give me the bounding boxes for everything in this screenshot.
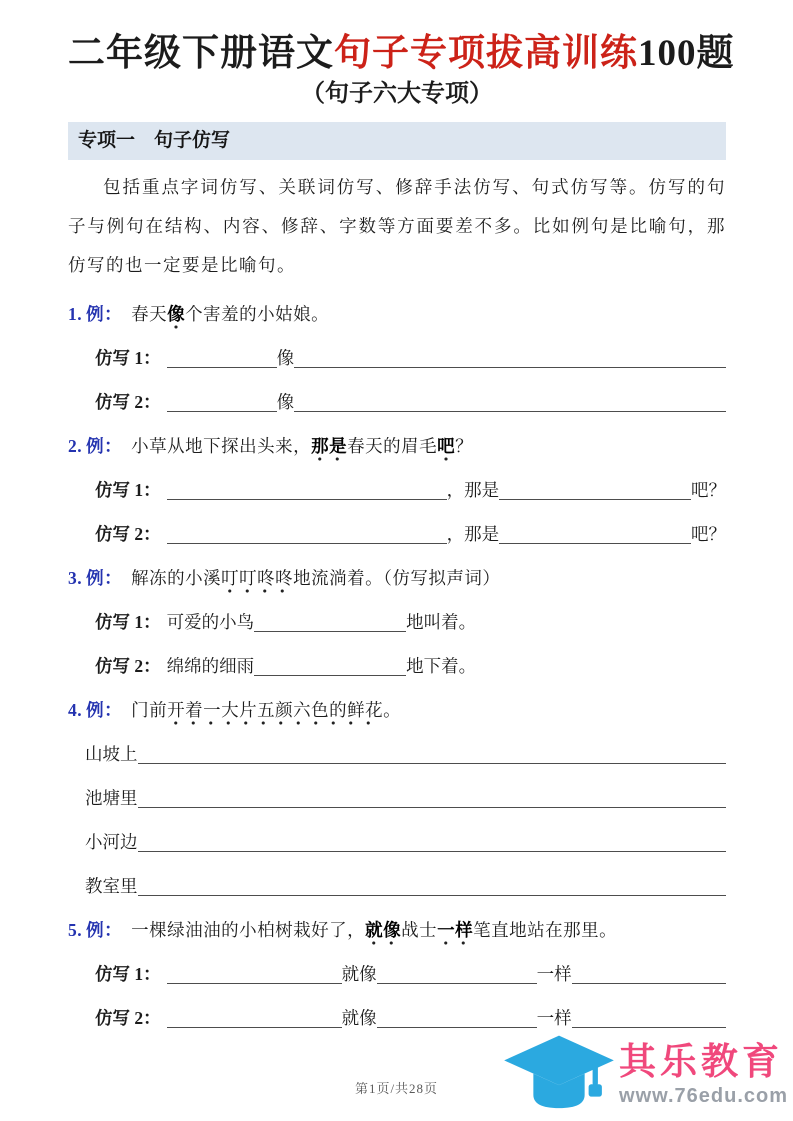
example-4 [68,695,726,901]
example-1-copy-line-1 [68,343,726,373]
example-3-copy-line-2 [68,651,726,681]
example-2-text-mid: 春天的眉毛 [347,436,438,456]
answer-blank[interactable] [377,1017,537,1028]
example-2-tag: 例： [86,436,123,456]
example-4-emphasis: 开着一大片五颜六色的鲜花 [167,700,383,726]
answer-blank[interactable] [254,621,406,632]
copy-fixed-word: 一样 [536,1008,572,1028]
example-3-text: 解冻的小溪 [131,568,222,588]
copy-fixed-tail: 地叫着。 [406,612,477,632]
example-1-text: 春天 [131,304,168,324]
example-5-number: 5. [68,920,83,940]
example-5-copy-line-2 [68,1003,726,1033]
answer-blank[interactable] [167,533,447,544]
copy-fixed-tail: 吧？ [691,480,726,500]
example-1-text-end: 个害羞的小姑娘。 [185,304,330,324]
answer-blank[interactable] [254,665,406,676]
location-label: 小河边 [85,832,138,852]
example-3-tag: 例： [86,568,123,588]
example-1 [68,299,726,417]
page-subtitle: （句子六大专项） [301,81,493,107]
location-label: 山坡上 [85,744,138,764]
answer-blank[interactable] [138,753,727,764]
answer-blank[interactable] [499,489,691,500]
title-red-part: 句子专项拔高训练 [334,33,638,74]
example-2-sentence [68,431,726,461]
answer-blank[interactable] [167,1017,342,1028]
title-black-right: 100题 [638,33,735,74]
title-black-left: 二年级下册语文 [68,33,334,74]
answer-blank[interactable] [167,401,277,412]
example-2-copy-line-1 [68,475,726,505]
brand-logo [501,1033,788,1117]
example-4-line-4 [68,871,726,901]
answer-blank[interactable] [294,401,726,412]
example-4-text: 门前 [131,700,168,720]
section-header [68,122,726,160]
answer-blank[interactable] [167,357,277,368]
example-5 [68,915,726,1033]
example-2-number: 2. [68,436,83,456]
graduation-cap-icon [501,1033,617,1117]
example-3-copy-line-1 [68,607,726,637]
brand-text-block [619,1041,788,1109]
example-4-line-1 [68,739,726,769]
example-1-emphasis: 像 [167,304,185,330]
copy-fixed-word: 就像 [341,964,377,984]
example-5-text-end: 笔直地站在那里。 [473,920,618,940]
brand-name: 其乐教育 [619,1041,784,1082]
example-5-emphasis: 就像 [365,920,401,946]
example-4-text-end: 。 [383,700,402,720]
answer-blank[interactable] [294,357,726,368]
example-5-emphasis-2: 一样 [437,920,473,946]
copy-label: 仿写 2： [95,656,161,676]
example-1-number: 1. [68,304,83,324]
copy-fixed-word: 就像 [341,1008,377,1028]
example-3-number: 3. [68,568,83,588]
example-2-copy-line-2 [68,519,726,549]
example-2-text-end: ？ [455,436,474,456]
intro-paragraph: 包括重点字词仿写、关联词仿写、修辞手法仿写、句式仿写等。仿写的句子与例句在结构、内容、修辞、字数等方面要差不多。比如例句是比喻句，那仿写的也一定要是比喻句。 [68,177,726,275]
copy-label: 仿写 2： [95,524,161,544]
page-title [68,30,735,78]
copy-label: 仿写 1： [95,612,161,632]
example-4-sentence [68,695,726,725]
example-2 [68,431,726,549]
example-1-copy-line-2 [68,387,726,417]
answer-blank[interactable] [138,841,727,852]
copy-fixed-word: ，那是 [446,480,500,500]
example-3-sentence [68,563,726,593]
copy-fixed-word: 像 [276,348,295,368]
answer-blank[interactable] [377,973,537,984]
example-1-tag: 例： [86,304,123,324]
example-4-tag: 例： [86,700,123,720]
copy-label: 仿写 2： [95,392,161,412]
section-title: 专项一 句子仿写 [78,130,231,151]
location-label: 池塘里 [85,788,138,808]
example-3 [68,563,726,681]
copy-label: 仿写 1： [95,348,161,368]
answer-blank[interactable] [167,973,342,984]
example-2-emphasis: 那是 [311,436,347,462]
example-5-text-mid: 战士 [401,920,438,940]
answer-blank[interactable] [572,973,726,984]
example-2-emphasis-2: 吧 [437,436,455,462]
location-label: 教室里 [85,876,138,896]
answer-blank[interactable] [138,885,727,896]
example-4-line-3 [68,827,726,857]
example-5-tag: 例： [86,920,123,940]
answer-blank[interactable] [167,489,447,500]
copy-fixed-tail: 吧？ [691,524,726,544]
answer-blank[interactable] [499,533,691,544]
copy-fixed-start: 可爱的小鸟 [166,612,255,632]
example-4-number: 4. [68,700,83,720]
example-1-sentence [68,299,726,329]
copy-fixed-word: 像 [276,392,295,412]
copy-fixed-word: 一样 [536,964,572,984]
example-4-line-2 [68,783,726,813]
page-number: 第1页/共28页 [354,1081,439,1096]
example-3-text-end: 地流淌着。（仿写拟声词） [293,568,501,588]
example-5-sentence [68,915,726,945]
answer-blank[interactable] [138,797,727,808]
brand-url: www.76edu.com [619,1085,788,1107]
example-3-emphasis: 叮叮咚咚 [221,568,293,594]
example-5-text: 一棵绿油油的小柏树栽好了， [131,920,366,940]
copy-label: 仿写 2： [95,1008,161,1028]
example-2-text: 小草从地下探出头来， [131,436,312,456]
copy-label: 仿写 1： [95,964,161,984]
copy-fixed-tail: 地下着。 [406,656,477,676]
copy-label: 仿写 1： [95,480,161,500]
answer-blank[interactable] [572,1017,726,1028]
copy-fixed-start: 绵绵的细雨 [166,656,255,676]
copy-fixed-word: ，那是 [446,524,500,544]
example-5-copy-line-1 [68,959,726,989]
